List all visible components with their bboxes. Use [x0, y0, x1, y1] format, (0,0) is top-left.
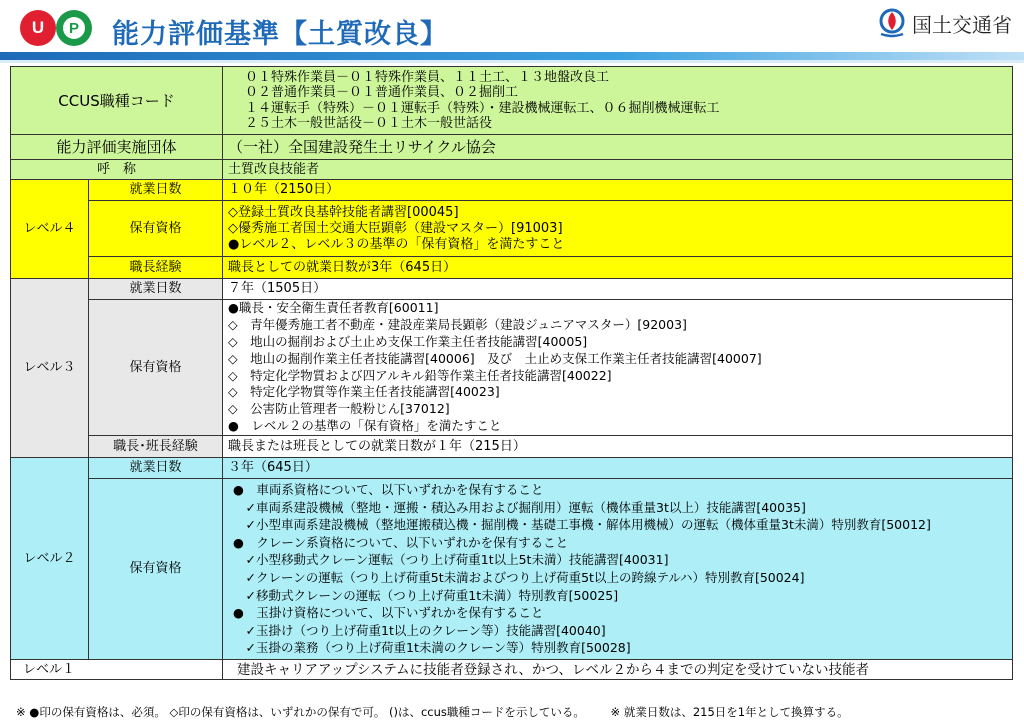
up-logo-p	[56, 10, 92, 46]
org-label: 能力評価実施団体	[11, 135, 223, 160]
level3-days-value: ７年（1505日）	[223, 279, 1013, 300]
ccus-code-line: １４運転手（特殊）－０１運転手（特殊）・建設機械運転工、０６掘削機械運転工	[245, 100, 720, 116]
qualification-item: ✓車両系建設機械（整地・運搬・積込み用および掘削用）運転（機体重量3t以上）技能講習[40035]	[233, 499, 806, 515]
ccus-code-line: ０２普通作業員－０１普通作業員、０２掘削工	[245, 85, 519, 100]
qualification-item: ✓クレーンの運転（つり上げ荷重5t未満およびつり上げ荷重5t以上の跨線テルハ）特別教育[50024]	[233, 570, 805, 585]
ministry-logo	[878, 8, 1012, 38]
level2-days-value: ３年（645日）	[223, 458, 1013, 479]
qualification-item: ● 玉掛け資格について、以下いずれかを保有すること	[233, 605, 544, 621]
level4-label: レベル４	[11, 180, 89, 279]
qualification-item: ●レベル２、レベル３の基準の「保有資格」を満たすこと	[228, 236, 565, 252]
level2-qual-list	[223, 479, 1013, 660]
page-header	[0, 0, 1024, 62]
level1-value: 建設キャリアアップシステムに技能者登録され、かつ、レベル２から４までの判定を受けていない技能者	[223, 660, 1013, 680]
qualification-item: ◇登録土質改良基幹技能者講習[00045]	[228, 204, 459, 220]
qualification-item: ● 車両系資格について、以下いずれかを保有すること	[233, 482, 544, 498]
qualification-item: ✓小型移動式クレーン運転（つり上げ荷重1t以上5t未満）技能講習[40031]	[233, 552, 669, 568]
qualification-item: ✓移動式クレーンの運転（つり上げ荷重1t未満）特別教育[50025]	[233, 587, 619, 603]
qualification-item: ●職長・安全衛生責任者教育[60011]	[228, 300, 439, 316]
level4-exp-value: 職長としての就業日数が3年（645日）	[223, 257, 1013, 279]
level2-qual-label: 保有資格	[89, 479, 223, 660]
org-value: （一社）全国建設発生土リサイクル協会	[223, 135, 1013, 160]
qualification-item: ● レベル２の基準の「保有資格」を満たすこと	[228, 417, 502, 433]
evaluation-table	[10, 66, 1013, 680]
qualification-item: ✓玉掛の業務（つり上げ荷重1t未満のクレーン等）特別教育[50028]	[233, 640, 631, 656]
level4-days-value: １０年（2150日）	[223, 180, 1013, 201]
page-title: 能力評価基準【土質改良】	[112, 19, 448, 50]
footnote-marks: ※ ●印の保有資格は、必須。 ◇印の保有資格は、いずれかの保有で可。 ()は、ccus職種コードを示している。	[16, 705, 585, 719]
ministry-emblem-icon	[878, 8, 906, 38]
header-stripe-light	[0, 60, 1024, 63]
level3-label: レベル３	[11, 279, 89, 458]
qualification-item: ◇ 青年優秀施工者不動産・建設産業局長顕彰（建設ジュニアマスター）[92003]	[228, 317, 687, 333]
level2-label: レベル２	[11, 458, 89, 660]
footnote	[16, 704, 849, 720]
ccus-code-list	[223, 67, 1013, 135]
level3-exp-label: 職長･班長経験	[89, 436, 223, 458]
level3-exp-value: 職長または班長としての就業日数が１年（215日）	[223, 436, 1013, 458]
qualification-item: ◇ 特定化学物質等作業主任者技能講習[40023]	[228, 384, 500, 400]
level1-label: レベル１	[11, 660, 223, 680]
qualification-item: ◇ 特定化学物質および四アルキル鉛等作業主任者技能講習[40022]	[228, 367, 612, 383]
level3-days-label: 就業日数	[89, 279, 223, 300]
qualification-item: ◇ 公害防止管理者一般粉じん[37012]	[228, 401, 450, 417]
up-logo-u: U	[20, 10, 56, 46]
footnote-days: ※ 就業日数は、215日を1年として換算する。	[610, 705, 849, 719]
level3-qual-list	[223, 300, 1013, 436]
level4-exp-label: 職長経験	[89, 257, 223, 279]
up-logo-p-letter: P	[63, 17, 85, 39]
level3-qual-label: 保有資格	[89, 300, 223, 436]
ccus-code-label: CCUS職種コード	[11, 67, 223, 135]
qualification-item: ● クレーン系資格について、以下いずれかを保有すること	[233, 534, 569, 550]
name-label: 呼 称	[11, 160, 223, 180]
level4-qual-list	[223, 201, 1013, 257]
qualification-item: ◇優秀施工者国土交通大臣顕彰（建設マスター）[91003]	[228, 220, 563, 236]
qualification-item: ◇ 地山の掘削作業主任者技能講習[40006] 及び 土止め支保工作業主任者技能講習[40007]	[228, 350, 762, 366]
header-stripe	[0, 52, 1024, 60]
qualification-item: ✓玉掛け（つり上げ荷重1t以上のクレーン等）技能講習[40040]	[233, 622, 606, 638]
ministry-name: 国土交通省	[912, 12, 1012, 37]
qualification-item: ◇ 地山の掘削および土止め支保工作業主任者技能講習[40005]	[228, 333, 588, 349]
ccus-code-line: ２５土木一般世話役－０１土木一般世話役	[245, 116, 493, 131]
ccus-code-line: ０１特殊作業員－０１特殊作業員、１１土工、１３地盤改良工	[245, 69, 610, 85]
level4-days-label: 就業日数	[89, 180, 223, 201]
name-value: 土質改良技能者	[223, 160, 1013, 180]
level4-qual-label: 保有資格	[89, 201, 223, 257]
qualification-item: ✓小型車両系建設機械（整地運搬積込機・掘削機・基礎工事機・解体用機械）の運転（機体重量3t未満）特別教育[50012]	[233, 517, 931, 533]
level2-days-label: 就業日数	[89, 458, 223, 479]
